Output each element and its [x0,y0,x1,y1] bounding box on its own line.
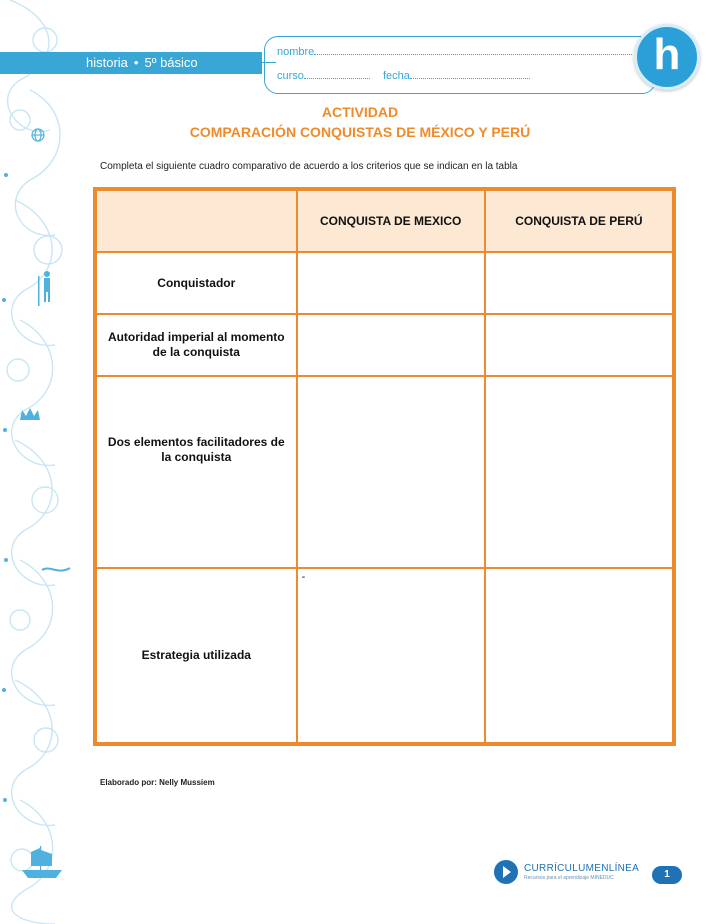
curriculum-brand-text: CURRÍCULUMENLÍNEA [524,863,640,874]
separator-dot: • [133,55,139,70]
curriculum-tagline: Recursos para el aprendizaje MINEDUC [524,875,614,881]
wave-icon [42,568,70,571]
cell-peru-estrategia[interactable] [485,568,673,743]
cell-mexico-conquistador[interactable] [297,252,485,314]
cell-mexico-autoridad[interactable] [297,314,485,376]
author-credit: Elaborado por: Nelly Mussiem [100,778,215,787]
name-label: nombre [277,46,315,58]
row-label-autoridad: Autoridad imperial al momento de la conquista [96,314,297,376]
table-header-row [96,190,673,252]
header-cell-mexico: CONQUISTA DE MEXICO [297,190,485,252]
table-row [96,252,673,314]
course-line[interactable] [304,69,370,79]
subject-text: historia [86,55,128,70]
cell-peru-elementos[interactable] [485,376,673,568]
header-cell-empty [96,190,297,252]
subject-label [86,55,198,70]
page-number: 1 [652,866,682,884]
course-field[interactable] [277,69,370,82]
comparison-table [93,187,676,746]
cell-peru-autoridad[interactable] [485,314,673,376]
activity-subtitle: COMPARACIÓN CONQUISTAS DE MÉXICO Y PERÚ [189,124,531,140]
table-row [96,568,673,743]
cell-peru-conquistador[interactable] [485,252,673,314]
cell-mexico-elementos[interactable] [297,376,485,568]
instructions-text: Completa el siguiente cuadro comparativo de acuerdo a los criterios que se indican en la tabla [100,161,518,172]
table-row [96,376,673,568]
subject-band [0,52,262,74]
cell-mexico-estrategia-text: - [301,571,306,583]
date-label: fecha [383,70,410,82]
row-label-estrategia: Estrategia utilizada [96,568,297,743]
conquistador-figure-icon [38,271,50,306]
course-label: curso [277,70,304,82]
row-label-elementos: Dos elementos facilitadores de la conquista [96,376,297,568]
name-line[interactable] [314,45,632,55]
student-info-box [264,36,656,94]
activity-title: ACTIVIDAD [321,104,399,120]
row-label-conquistador: Conquistador [96,252,297,314]
curriculum-logo-icon [494,860,518,884]
date-field[interactable] [383,69,530,82]
cell-mexico-estrategia[interactable] [297,568,485,743]
date-line[interactable] [410,69,530,79]
table-row [96,314,673,376]
h-logo: h [634,24,700,90]
grade-text: 5º básico [144,55,198,70]
header-cell-peru: CONQUISTA DE PERÚ [485,190,673,252]
crown-icon [20,408,40,420]
name-field[interactable] [277,45,632,58]
